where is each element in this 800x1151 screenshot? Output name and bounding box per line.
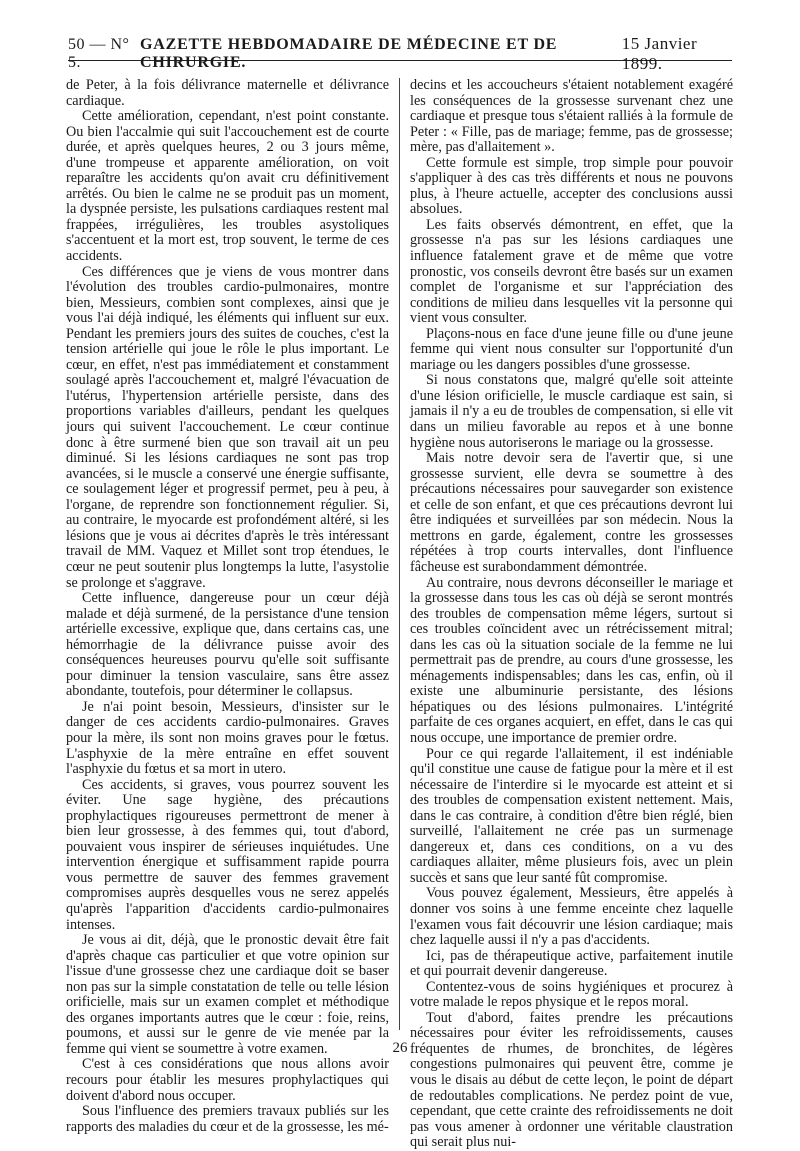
paragraph: Mais notre devoir sera de l'avertir que, si une grossesse survient, elle devra se soumettre à des précautions nécessaires pour sauvegarder son existence et celle de son enfant, et que ces précautions devront lui être indiquées et surveillées par son médecin. Nous la mettrons en garde, également, contre les grossesses répétées à trop courts intervalles, dont l'influence fâcheuse est surabondamment démontrée. [410,450,733,575]
journal-title: GAZETTE HEBDOMADAIRE DE MÉDECINE ET DE CHIRURGIE. [140,36,558,71]
paragraph: Les faits observés démontrent, en effet, que la grossesse n'a pas sur les lésions cardiaques une influence fatalement grave et de même que votre pronostic, vos conseils devront être basés sur un examen complet de l'organisme et sur l'appréciation des conditions de milieu dans lesquelles vit la personne qui vient vous consulter. [410,216,733,327]
paragraph: Contentez-vous de soins hygiéniques et procurez à votre malade le repos physique et le repos moral. [410,978,733,1011]
paragraph: Si nous constatons que, malgré qu'elle soit atteinte d'une lésion orificielle, le muscle cardiaque est sain, si jamais il n'y a eu de troubles de compensation, si elle vit dans un milieu favorable au repos et à une bonne hygiène nous autoriserons le mariage ou la grossesse. [410,372,733,451]
issue-date: 15 Janvier 1899. [621,34,698,73]
paragraph: Je vous ai dit, déjà, que le pronostic devait être fait d'après chaque cas particulier et que votre opinion sur l'issue d'une grossesse chez une cardiaque doit se baser non pas sur la simple constatation de telle ou telle lésion orificielle, mais sur un examen complet et méthodique des organes importants autres que le cœur : foie, reins, poumons, et aussi sur le genre de vie menée par la femme qui vient se soumettre à votre examen. [66,932,389,1057]
paragraph: de Peter, à la fois délivrance maternelle et délivrance cardiaque. [66,77,389,109]
paragraph: Ici, pas de thérapeutique active, parfaitement inutile et qui pourrait devenir dangereuse. [410,947,733,980]
paragraph: Cette amélioration, cependant, n'est point constante. Ou bien l'accalmie qui suit l'accouchement est de courte durée, et après quelques heures, 2 ou 3 jours même, d'une trompeuse et apparente amélioration, on voit reparaître les accidents qu'on avait cru définitivement arrêtés. Ou bien le calme ne se produit pas un moment, la dyspnée persiste, les pulsations cardiaques restent mal frappées, irrégulières, les troubles asystoliques s'accentuent et la mort est, trop souvent, le terme de ces accidents. [66,108,389,265]
paragraph: decins et les accoucheurs s'étaient notablement exagéré les conséquences de la grossesse survenant chez une cardiaque et presque tous s'étaient ralliés à la formule de Peter : « Fille, pas de mariage; femme, pas de grossesse; mère, pas d'allaitement ». [410,77,733,156]
right-column [410,78,733,1151]
paragraph: Au contraire, nous devrons déconseiller le mariage et la grossesse dans tous les cas où déjà se seront montrés des troubles de compensation même légers, surtout si ces troubles coïncident avec un rétrécissement mitral; dans les cas où la situation sociale de la femme ne lui permettrait pas de prendre, au cours d'une grossesse, les ménagements indispensables; dans les cas, enfin, où il existe une albuminurie persistante, des lésions hépatiques ou des lésions pulmonaires. L'intégrité parfaite de ces organes acquiert, en effet, dans le cas qui nous occupe, une importance de premier ordre. [410,574,733,746]
running-header [68,34,732,73]
paragraph: Cette formule est simple, trop simple pour pouvoir s'appliquer à des cas très différents et nous ne pouvons plus, à l'heure actuelle, accepter des conclusions aussi absolues. [410,154,733,218]
paragraph: Plaçons-nous en face d'une jeune fille ou d'une jeune femme qui vient nous consulter sur l'opportunité d'un mariage ou les dangers possibles d'une grossesse. [410,325,733,373]
paragraph: Vous pouvez également, Messieurs, être appelés à donner vos soins à une femme enceinte chez laquelle l'examen vous fait découvrir une lésion cardiaque; mais chez laquelle aussi il n'y a pas d'accidents. [410,885,733,949]
page-number: 26 [392,1040,408,1056]
paragraph: C'est à ces considérations que nous allons avoir recours pour établir les mesures prophylactiques qui doivent d'abord nous occuper. [66,1056,389,1104]
paragraph: Je n'ai point besoin, Messieurs, d'insister sur le danger de ces accidents cardio-pulmonaires. Graves pour la mère, ils sont non moins graves pour le fœtus. L'asphyxie de la mère entraîne en effet souvent l'asphyxie du fœtus et sa mort in utero. [66,698,389,778]
left-column [66,78,389,1135]
column-divider [399,78,400,1030]
paragraph: Pour ce qui regarde l'allaitement, il est indéniable qu'il constitue une cause de fatigue pour la mère et il est nécessaire de l'interdire si le myocarde est atteint et si des troubles de compensation existent nettement. Mais, dans le cas contraire, à condition d'être bien réglé, bien surveillé, l'allaitement ne crée pas un surmenage dangereux et, dans ces conditions, on a vu des cardiaques allaiter, même plusieurs fois, avec un plein succès et sans que leur santé fût compromise. [410,745,733,886]
page-issue-number: 50 — N° 5. [68,36,130,71]
paragraph: Ces accidents, si graves, vous pourrez souvent les éviter. Une sage hygiène, des précautions prophylactiques rigoureuses permettront de mener à bien leur grossesse, à des femmes qui, tout d'abord, pouvaient vous inspirer de sérieuses inquiétudes. Une intervention énergique et suffisamment rapide pourra vous permettre de sauver des femmes gravement compromises auprès desquelles vous ne serez appelés qu'après l'apparition d'accidents cardio-pulmonaires intenses. [66,776,389,933]
paragraph: Tout d'abord, faites prendre les précautions nécessaires pour éviter les refroidissements, causes fréquentes de rhumes, de bronchites, de légères congestions pulmonaires qui peuvent être, comme je vous le disais au début de cette leçon, le point de départ de redoutables complications. Ne perdez point de vue, cependant, que cette crainte des refroidissements ne doit pas vous amener à ordonner une véritable claustration qui serait plus nui- [410,1009,733,1151]
paragraph: Ces différences que je viens de vous montrer dans l'évolution des troubles cardio-pulmonaires, montre bien, Messieurs, combien sont complexes, ainsi que je vous l'ai déjà indiqué, les éléments qui influent sur eux. Pendant les premiers jours des suites de couches, c'est la tension artérielle qui joue le rôle le plus important. Le cœur, en effet, n'est pas immédiatement et constamment soulagé après l'accouchement et, malgré l'évacuation de l'utérus, l'hypertension artérielle persiste, dans des proportions variables d'ailleurs, pendant les quelques jours qui suivent l'accouchement. Le cœur continue donc à être surmené bien que son travail ait un peu diminué. Si les lésions cardiaques ne sont pas trop avancées, si le muscle a conservé une énergie suffisante, ce soulagement léger et progressif permet, peu à peu, à l'organe, de reprendre son fonctionnement régulier. Si, au contraire, le myocarde est profondément altéré, si les lésions que je vous ai décrites d'après le très intéressant travail de MM. Vaquez et Millet sont trop étendues, le cœur ne peut soutenir plus longtemps la lutte, l'asystolie se prolonge et s'aggrave. [66,263,389,591]
paragraph: Cette influence, dangereuse pour un cœur déjà malade et déjà surmené, de la persistance d'une tension artérielle excessive, explique que, dans certains cas, une hémorrhagie de la délivrance puisse avoir des conséquences heureuses pourvu qu'elle soit suffisante pour diminuer la tension vasculaire, sans être assez abondante, toutefois, pour déterminer le collapsus. [66,590,389,700]
paragraph: Sous l'influence des premiers travaux publiés sur les rapports des maladies du cœur et de la grossesse, les mé- [66,1103,389,1135]
